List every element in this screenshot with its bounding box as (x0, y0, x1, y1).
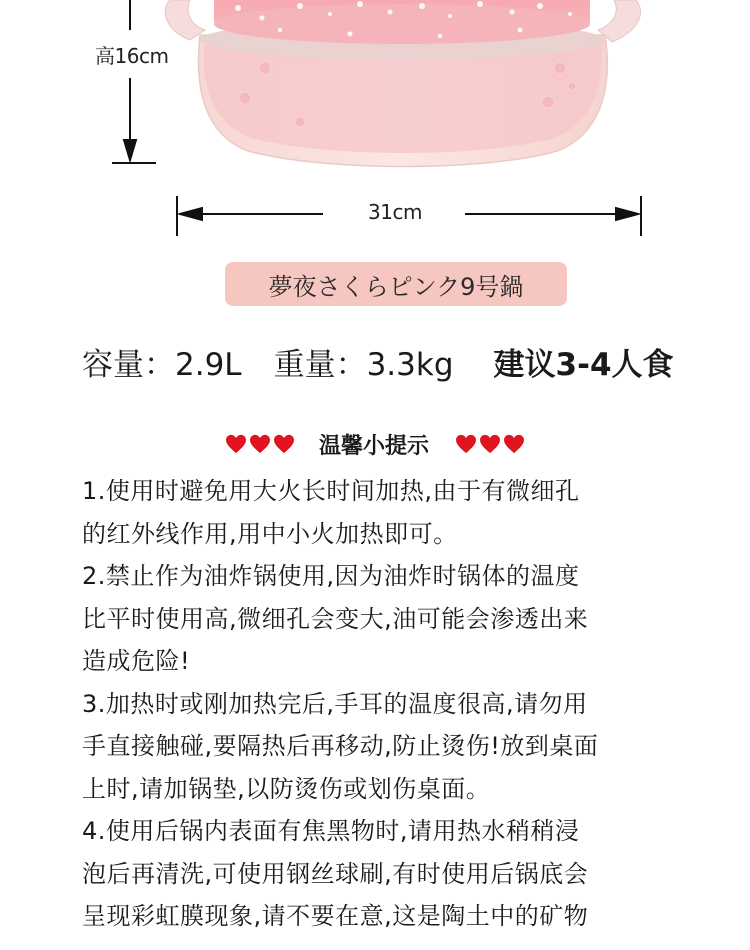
tip-line: 呈现彩虹膜现象,请不要在意,这是陶土中的矿物 (82, 902, 589, 930)
tip-line: 3.加热时或刚加热完后,手耳的温度很高,请勿用 (82, 689, 588, 718)
heart-icon (225, 434, 247, 454)
tip-line: 上时,请加锅垫,以防烫伤或划伤桌面。 (82, 774, 491, 803)
tips-body (82, 470, 682, 938)
heart-icon (479, 434, 501, 454)
heart-icon (503, 434, 525, 454)
spec-weight: 重量：3.3kg (273, 346, 454, 383)
tip-line: 2.禁止作为油炸锅使用,因为油炸时锅体的温度 (82, 562, 580, 590)
tip-line: 造成危险! (82, 647, 191, 675)
tip-line: 4.使用后锅内表面有焦黑物时,请用热水稍稍浸 (82, 817, 580, 845)
tip-line: 比平时使用高,微细孔会变大,油可能会渗透出来 (82, 604, 589, 633)
heart-icon (249, 434, 271, 454)
spec-capacity: 容量：2.9L (82, 346, 242, 383)
tip-line: 泡后再清洗,可使用钢丝球刷,有时使用后锅底会 (82, 859, 589, 888)
tips-title: 温馨小提示 (318, 433, 429, 459)
product-name-badge (225, 262, 567, 306)
tip-line: 手直接触碰,要隔热后再移动,防止烫伤!放到桌面 (82, 732, 599, 760)
hearts-left (225, 434, 295, 454)
height-arrow (112, 0, 156, 163)
tip-line: 1.使用时避免用大火长时间加热,由于有微细孔 (82, 477, 580, 505)
hearts-right (455, 434, 525, 454)
tips-header (0, 426, 750, 462)
spec-serving: 建议3-4人食 (493, 346, 674, 383)
heart-icon (455, 434, 477, 454)
heart-icon (273, 434, 295, 454)
tip-line: 的红外线作用,用中小火加热即可。 (82, 519, 458, 548)
width-label: 31cm (368, 200, 422, 224)
height-label: 高16cm (95, 44, 169, 68)
pot-illustration (165, 0, 640, 167)
specs-row (82, 336, 702, 386)
product-name: 夢夜さくらピンク9号鍋 (268, 272, 524, 301)
